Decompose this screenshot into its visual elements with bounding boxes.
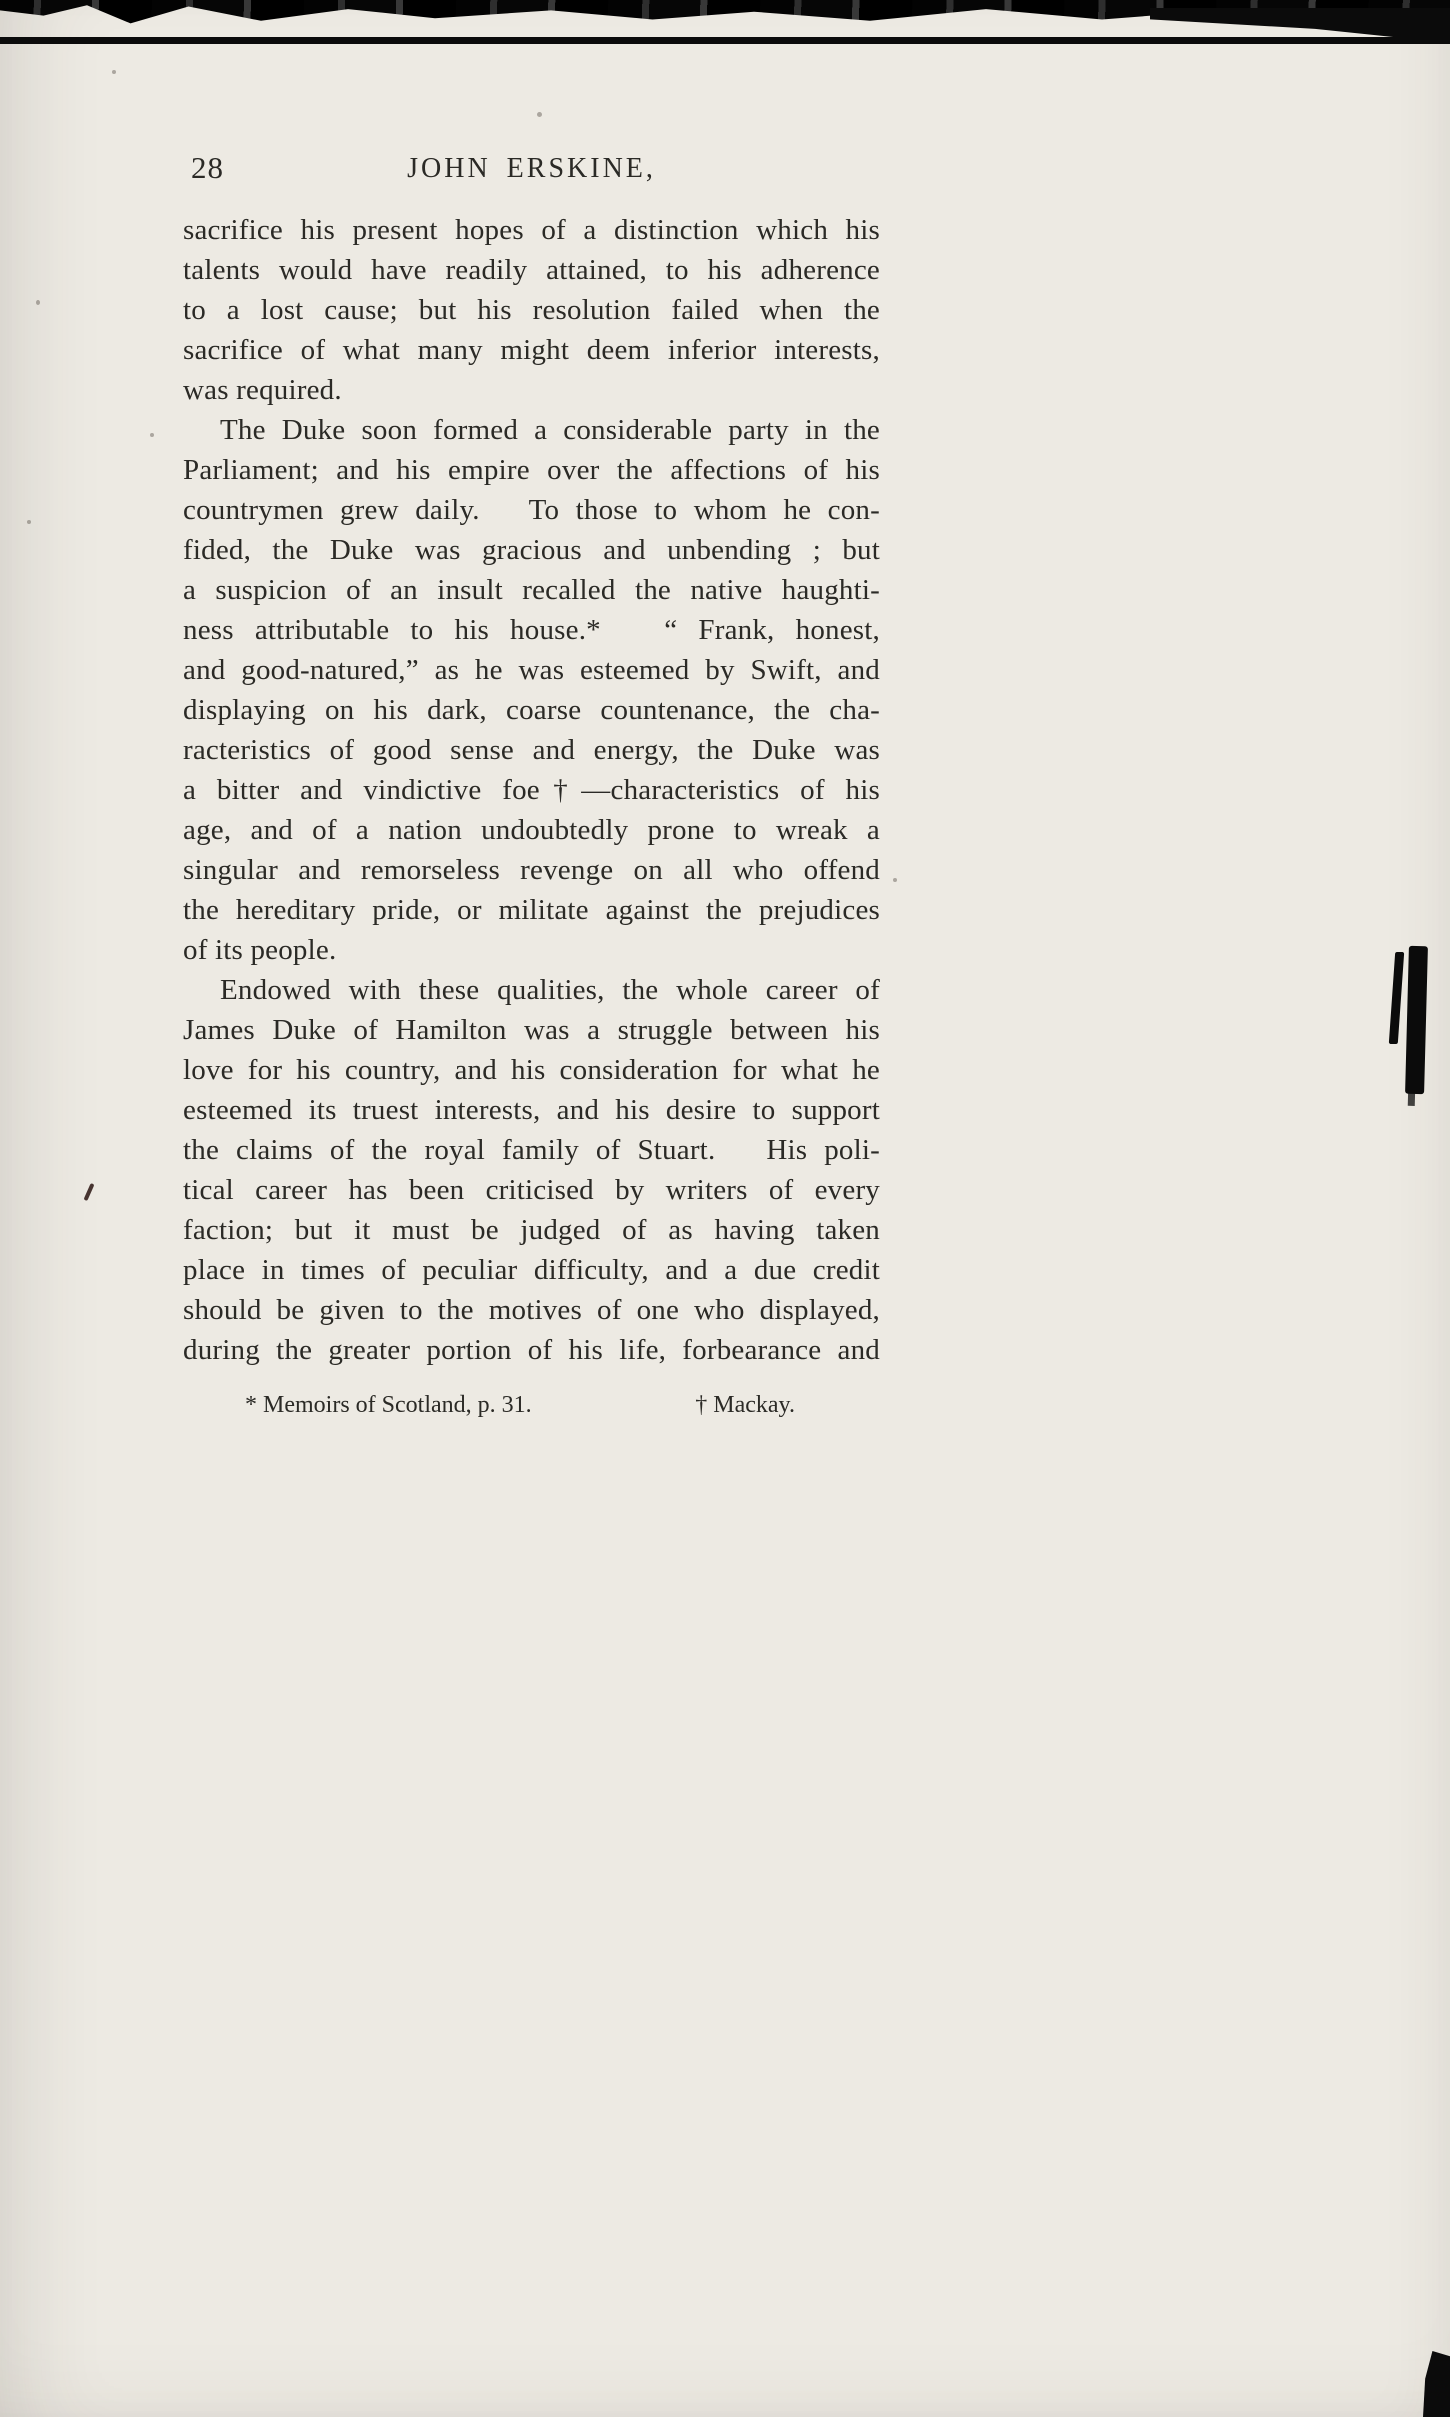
text-line: singular and remorseless revenge on all who offend	[183, 854, 880, 886]
text-line: to a lost cause; but his resolution failed when the	[183, 294, 880, 326]
text-line: a bitter and vindictive foe†—characteristics of his	[183, 774, 880, 806]
paragraph	[183, 970, 880, 1370]
pen-mark	[84, 1183, 95, 1201]
text-line: of its people.	[183, 934, 337, 966]
text-line: esteemed its truest interests, and his desire to support	[183, 1094, 880, 1126]
page-header	[183, 150, 880, 192]
footnote-dagger: † Mackay.	[695, 1392, 795, 1418]
text-line: love for his country, and his consideration for what he	[183, 1054, 880, 1086]
scan-artifact-right-edge	[1392, 946, 1428, 1094]
text-line: talents would have readily attained, to his adherence	[183, 254, 880, 286]
footnotes	[183, 1392, 880, 1419]
text-line: the hereditary pride, or militate against the prejudices	[183, 894, 880, 926]
scan-speck	[537, 112, 542, 117]
scan-speck	[36, 300, 40, 305]
page-number: 28	[191, 150, 224, 185]
text-line: fided, the Duke was gracious and unbending ; but	[183, 534, 880, 566]
text-line: The Duke soon formed a considerable party in the	[220, 414, 880, 446]
text-line: displaying on his dark, coarse countenance, the cha-	[183, 694, 880, 726]
scan-artifact-bottom-right	[1423, 2351, 1450, 2417]
text-line: sacrifice his present hopes of a distinction which his	[183, 214, 880, 246]
text-line: was required.	[183, 374, 342, 406]
text-line: age, and of a nation undoubtedly prone to wreak a	[183, 814, 880, 846]
text-line: faction; but it must be judged of as having taken	[183, 1214, 880, 1246]
text-line: James Duke of Hamilton was a struggle between his	[183, 1014, 880, 1046]
text-line: racteristics of good sense and energy, the Duke was	[183, 734, 880, 766]
paragraph	[183, 210, 880, 410]
scan-speck	[27, 520, 31, 524]
scan-speck	[112, 70, 116, 74]
text-line: and good-natured,” as he was esteemed by Swift, and	[183, 654, 880, 686]
horizontal-rule	[0, 37, 1450, 44]
text-line: during the greater portion of his life, forbearance and	[183, 1334, 880, 1366]
scan-speck	[150, 433, 154, 437]
scan-speck	[893, 878, 897, 882]
footnote-asterisk: * Memoirs of Scotland, p. 31.	[245, 1392, 532, 1418]
text-line: Endowed with these qualities, the whole career of	[220, 974, 880, 1006]
text-line: ness attributable to his house.* “ Frank, honest,	[183, 614, 880, 646]
text-line: countrymen grew daily. To those to whom he con-	[183, 494, 880, 526]
page-content	[183, 150, 880, 1419]
text-line: the claims of the royal family of Stuart. His poli-	[183, 1134, 880, 1166]
text-line: a suspicion of an insult recalled the native haughti-	[183, 574, 880, 606]
text-line: sacrifice of what many might deem inferior interests,	[183, 334, 880, 366]
paragraph	[183, 410, 880, 970]
body-text	[183, 210, 880, 1370]
text-line: place in times of peculiar difficulty, and a due credit	[183, 1254, 880, 1286]
text-line: tical career has been criticised by writers of every	[183, 1174, 880, 1206]
running-header: JOHN ERSKINE,	[407, 153, 656, 184]
text-line: Parliament; and his empire over the affections of his	[183, 454, 880, 486]
text-line: should be given to the motives of one who displayed,	[183, 1294, 880, 1326]
